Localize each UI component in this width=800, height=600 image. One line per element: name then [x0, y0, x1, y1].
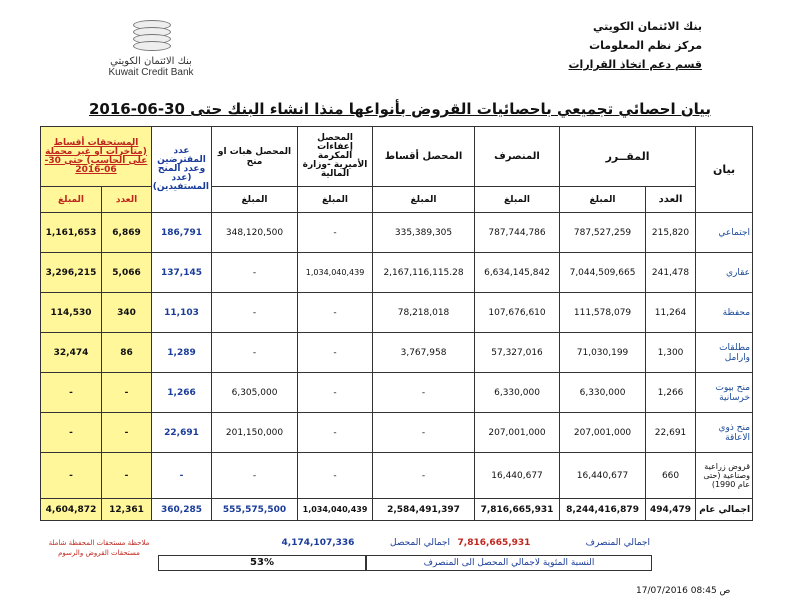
row-label: محفظة: [696, 293, 753, 333]
cell-disbursed: 6,330,000: [475, 373, 560, 413]
cell-dues-amount: -: [41, 453, 102, 499]
cell-exemptions: -: [298, 293, 373, 333]
table-row: [41, 413, 753, 453]
total-row: [41, 499, 753, 521]
cell-dues-amount: 114,530: [41, 293, 102, 333]
bank-logo: [96, 18, 206, 78]
cell-dues-count: -: [102, 413, 152, 453]
cell-approved: 71,030,199: [560, 333, 646, 373]
table-row: [41, 333, 753, 373]
cell-dues-amount: 32,474: [41, 333, 102, 373]
cell-exemptions: -: [298, 333, 373, 373]
sub-dues-count: العدد: [102, 187, 152, 213]
row-label: منح ذوي الاعاقة: [696, 413, 753, 453]
bank-name: بنك الائتمان الكويتي: [593, 20, 702, 33]
cell-disbursed: 16,440,677: [475, 453, 560, 499]
cell-dues-amount: 3,296,215: [41, 253, 102, 293]
col-beneficiaries: عدد المقترضين وعدد المنح (عدد المستفيدين): [152, 127, 212, 213]
col-collected-grants: المحصل هبات او منح: [212, 127, 298, 187]
cell-disbursed: 57,327,016: [475, 333, 560, 373]
print-timestamp: 17/07/2016 08:45 ص: [636, 586, 731, 596]
cell-count: 241,478: [646, 253, 696, 293]
cell-grants: 348,120,500: [212, 213, 298, 253]
total-disbursed: 7,816,665,931: [475, 499, 560, 521]
row-label: قروض زراعية وصناعية (حتى عام 1990): [696, 453, 753, 499]
col-approved: المقــرر: [560, 127, 696, 187]
collection-ratio-value: 53%: [158, 555, 366, 571]
cell-count: 1,266: [646, 373, 696, 413]
cell-dues-amount: -: [41, 373, 102, 413]
total-installments: 2,584,491,397: [373, 499, 475, 521]
table-row: [41, 213, 753, 253]
total-grants: 555,575,500: [212, 499, 298, 521]
cell-dues-count: -: [102, 373, 152, 413]
sub-dues-amount: المبلغ: [41, 187, 102, 213]
header-row: [41, 127, 753, 187]
cell-dues-amount: 1,161,653: [41, 213, 102, 253]
cell-installments: 2,167,116,115.28: [373, 253, 475, 293]
cell-approved: 16,440,677: [560, 453, 646, 499]
row-label: اجتماعي: [696, 213, 753, 253]
total-dues-count: 12,361: [102, 499, 152, 521]
cell-beneficiaries: -: [152, 453, 212, 499]
col-collected-exemptions: المحصل إعفاءات المكرمة الأميرية -وزارة المالية: [298, 127, 373, 187]
cell-dues-count: 86: [102, 333, 152, 373]
cell-installments: -: [373, 413, 475, 453]
cell-exemptions: -: [298, 213, 373, 253]
cell-installments: 335,389,305: [373, 213, 475, 253]
logo-english-name: Kuwait Credit Bank: [108, 67, 194, 78]
sub-count: العدد: [646, 187, 696, 213]
total-approved: 8,244,416,879: [560, 499, 646, 521]
cell-approved: 7,044,509,665: [560, 253, 646, 293]
cell-approved: 6,330,000: [560, 373, 646, 413]
total-collected-label: اجمالي المحصل: [390, 538, 450, 548]
document-header: [569, 20, 703, 77]
col-item: بيان: [696, 127, 753, 213]
cell-approved: 787,527,259: [560, 213, 646, 253]
table-row: [41, 253, 753, 293]
cell-installments: 3,767,958: [373, 333, 475, 373]
total-dues-amount: 4,604,872: [41, 499, 102, 521]
cell-beneficiaries: 1,289: [152, 333, 212, 373]
cell-disbursed: 107,676,610: [475, 293, 560, 333]
cell-count: 1,300: [646, 333, 696, 373]
subheader-row: [41, 187, 753, 213]
sub-amount-exemptions: المبلغ: [298, 187, 373, 213]
cell-grants: -: [212, 333, 298, 373]
collection-ratio-label: النسبة المئوية لاجمالي المحصل الى المنصرف: [366, 555, 652, 571]
total-exemptions: 1,034,040,439: [298, 499, 373, 521]
cell-grants: 201,150,000: [212, 413, 298, 453]
cell-approved: 111,578,079: [560, 293, 646, 333]
cell-exemptions: -: [298, 453, 373, 499]
total-count: 494,479: [646, 499, 696, 521]
total-disbursed-label: اجمالي المنصرف: [585, 538, 650, 548]
row-label: مطلقات وارامل: [696, 333, 753, 373]
cell-count: 22,691: [646, 413, 696, 453]
sub-amount-disbursed: المبلغ: [475, 187, 560, 213]
table-row: [41, 373, 753, 413]
table-row: [41, 293, 753, 333]
sub-amount-grants: المبلغ: [212, 187, 298, 213]
cell-beneficiaries: 22,691: [152, 413, 212, 453]
sub-amount-installments: المبلغ: [373, 187, 475, 213]
cell-exemptions: 1,034,040,439: [298, 253, 373, 293]
loan-statistics-table: [40, 126, 753, 521]
cell-dues-count: -: [102, 453, 152, 499]
total-collected-value: 4,174,107,336: [281, 538, 355, 548]
cell-installments: -: [373, 453, 475, 499]
sub-amount-approved: المبلغ: [560, 187, 646, 213]
cell-exemptions: -: [298, 413, 373, 453]
cell-dues-count: 6,869: [102, 213, 152, 253]
portfolio-note: ملاحظة مستحقات المحفظة شاملة مستحقات القروض والرسوم: [48, 539, 150, 557]
cell-dues-count: 5,066: [102, 253, 152, 293]
cell-approved: 207,001,000: [560, 413, 646, 453]
cell-exemptions: -: [298, 373, 373, 413]
cell-beneficiaries: 137,145: [152, 253, 212, 293]
cell-beneficiaries: 11,103: [152, 293, 212, 333]
total-label: اجمالي عام: [696, 499, 753, 521]
cell-installments: 78,218,018: [373, 293, 475, 333]
col-dues: المستحقات أقساط (متأخرات او غير محملة على الحاسب) حتى 30-06-2016: [41, 127, 152, 187]
cell-disbursed: 6,634,145,842: [475, 253, 560, 293]
coins-icon: [129, 18, 173, 54]
cell-disbursed: 207,001,000: [475, 413, 560, 453]
col-disbursed: المنصرف: [475, 127, 560, 187]
cell-grants: -: [212, 453, 298, 499]
cell-count: 660: [646, 453, 696, 499]
row-label: منح بيوت خرسانية: [696, 373, 753, 413]
cell-count: 215,820: [646, 213, 696, 253]
center-name: مركز نظم المعلومات: [589, 39, 702, 52]
cell-dues-amount: -: [41, 413, 102, 453]
cell-installments: -: [373, 373, 475, 413]
cell-grants: 6,305,000: [212, 373, 298, 413]
cell-count: 11,264: [646, 293, 696, 333]
logo-arabic-name: بنك الائتمان الكويتي: [110, 56, 192, 67]
cell-dues-count: 340: [102, 293, 152, 333]
cell-beneficiaries: 1,266: [152, 373, 212, 413]
cell-beneficiaries: 186,791: [152, 213, 212, 253]
cell-grants: -: [212, 293, 298, 333]
cell-grants: -: [212, 253, 298, 293]
department-name: قسم دعم اتخاذ القرارات: [568, 58, 702, 71]
total-beneficiaries: 360,285: [152, 499, 212, 521]
col-collected-installments: المحصل أقساط: [373, 127, 475, 187]
cell-disbursed: 787,744,786: [475, 213, 560, 253]
total-disbursed-value: 7,816,665,931: [457, 538, 531, 548]
page-title: [0, 100, 800, 118]
table-row: [41, 453, 753, 499]
row-label: عقاري: [696, 253, 753, 293]
page-title-text: بيان احصائي تجميعي باحصائيات القروض بأنواعها منذا انشاء البنك حتى 30-06-2016: [88, 100, 712, 118]
